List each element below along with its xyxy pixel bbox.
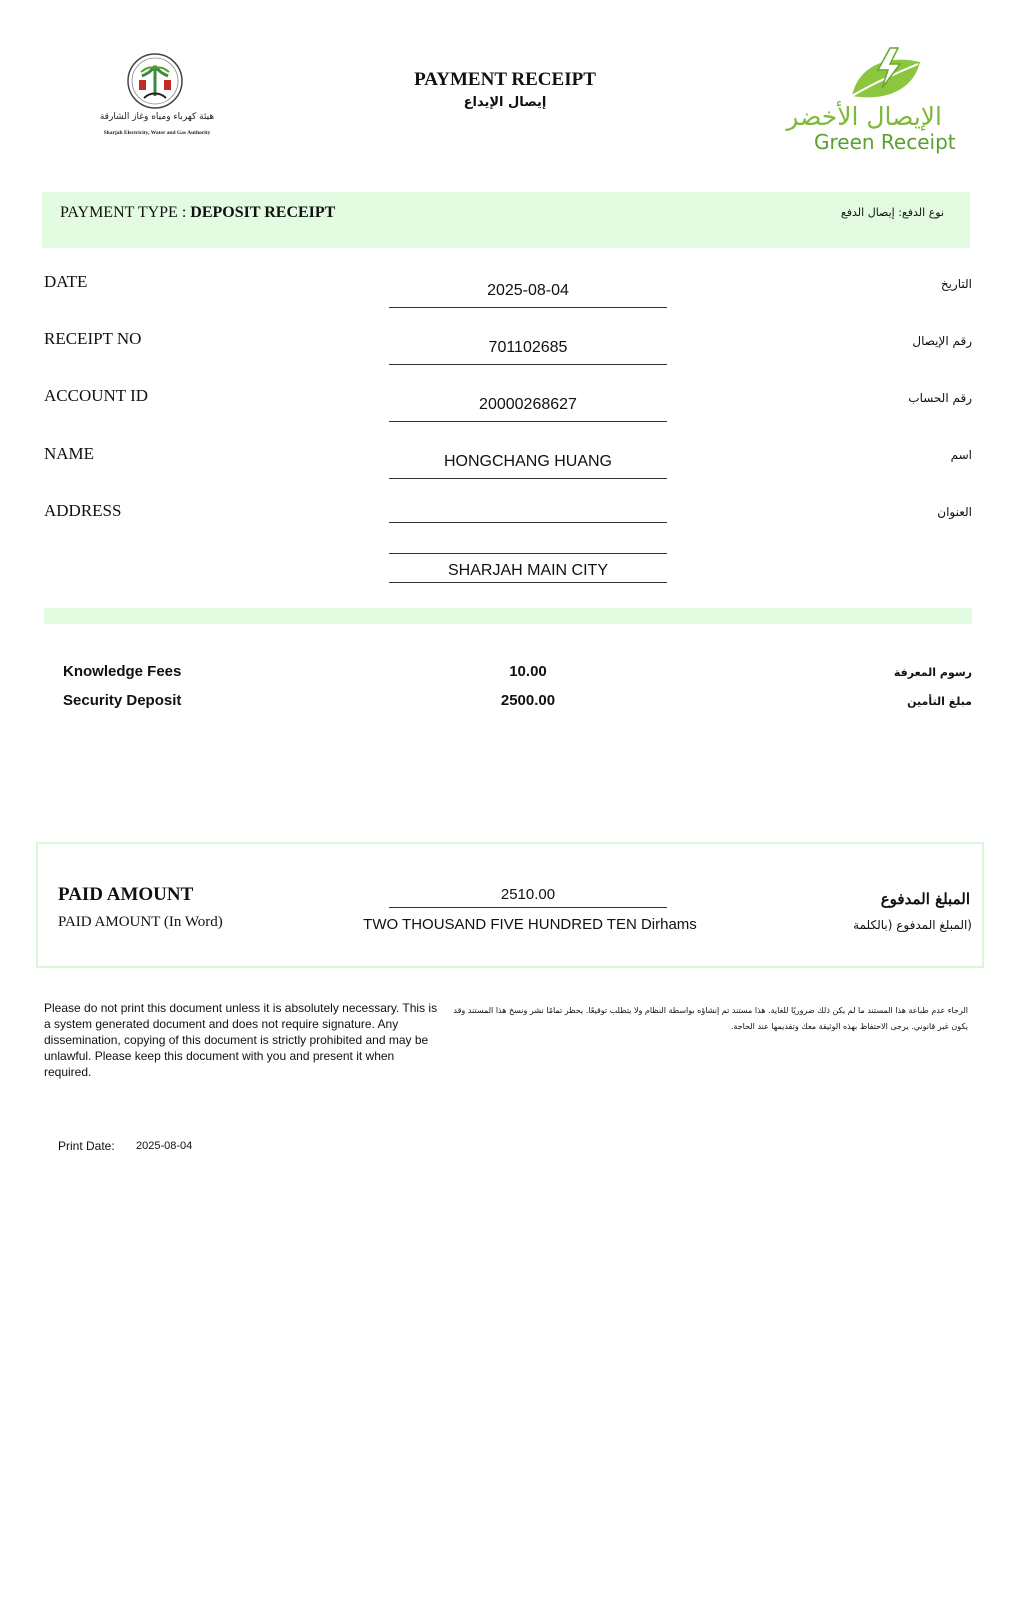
address-underline-1 [389, 522, 667, 523]
green-receipt-en: Green Receipt [814, 130, 956, 154]
payment-type-label: PAYMENT TYPE : [60, 204, 187, 221]
paid-amount-word-label: PAID AMOUNT (In Word) [58, 914, 223, 930]
date-value: 2025-08-04 [487, 282, 569, 299]
address-underline-3 [389, 582, 667, 583]
address-underline-2 [389, 553, 667, 554]
fee-amount-security: 2500.00 [500, 692, 556, 709]
paid-amount-word-label-ar: (المبلغ المدفوع (بالكلمة [853, 918, 972, 932]
receipt-no-label-ar: رقم الإيصال [912, 334, 972, 348]
fee-label-knowledge: Knowledge Fees [63, 663, 182, 680]
account-id-value: 20000268627 [479, 396, 577, 413]
disclaimer-en: Please do not print this document unless it is absolutely necessary. This is a system generated document and does not require signature. Any dissemination, copying of this document is strictly prohibited and may be unlawful. Please keep this document with you and present it when required. [44, 1001, 438, 1079]
date-label: DATE [44, 272, 88, 291]
name-value: HONGCHANG HUANG [443, 453, 612, 470]
payment-type-band [42, 192, 970, 248]
receipt-no-label: RECEIPT NO [44, 329, 142, 348]
account-id-label-ar: رقم الحساب [908, 391, 972, 405]
section-divider-band [44, 608, 972, 624]
account-id-label: ACCOUNT ID [44, 386, 149, 405]
date-label-ar: التاريخ [940, 277, 972, 291]
paid-amount-value: 2510.00 [500, 886, 556, 903]
print-date-label: Print Date: [58, 1139, 115, 1153]
disclaimer-ar: الرجاء عدم طباعة هذا المستند ما لم يكن ذلك ضروريًا للغاية. هذا مستند تم إنشاؤه بواسطة النظام ولا يتطلب توقيعًا. يحظر تمامًا نشر ونسخ هذا المستند وقد يكون غير قانوني. يرجى الاحتفاظ بهذه الوثيقة معك وتقديمها عند الحاجة. [453, 1006, 968, 1031]
fee-label-knowledge-ar: رسوم المعرفة [893, 666, 972, 679]
address-label-ar: العنوان [937, 505, 972, 519]
address-line3: SHARJAH MAIN CITY [447, 562, 608, 579]
receipt-no-value: 701102685 [488, 339, 568, 356]
sewa-emblem-icon [126, 52, 184, 110]
authority-name-ar: هيئة كهرباء ومياه وغاز الشارقة [99, 112, 215, 122]
name-label-ar: اسم [950, 448, 972, 462]
payment-type-value: DEPOSIT RECEIPT [190, 204, 336, 221]
name-underline [389, 478, 667, 479]
payment-type-ar: نوع الدفع: إيصال الدفع [840, 206, 944, 219]
paid-amount-underline [389, 907, 667, 908]
name-label: NAME [44, 444, 95, 463]
fee-label-security: Security Deposit [63, 692, 182, 709]
page-title: PAYMENT RECEIPT [414, 69, 596, 90]
green-receipt-logo [786, 44, 960, 159]
paid-amount-label: PAID AMOUNT [58, 884, 194, 905]
authority-name-en: Sharjah Electricity, Water and Gas Authority [103, 130, 211, 136]
account-id-underline [389, 421, 667, 422]
payment-type [60, 204, 335, 222]
fee-label-security-ar: مبلغ التأمين [907, 695, 972, 708]
sewa-logo [92, 52, 222, 144]
leaf-bolt-icon [848, 44, 928, 102]
receipt-no-underline [389, 364, 667, 365]
paid-amount-words: TWO THOUSAND FIVE HUNDRED TEN Dirhams [363, 916, 697, 933]
fee-amount-knowledge: 10.00 [509, 663, 547, 680]
green-receipt-ar: الإيصال الأخضر [786, 102, 942, 131]
page-title-ar: إيصال الإيداع [463, 95, 547, 110]
date-underline [389, 307, 667, 308]
address-label: ADDRESS [44, 501, 122, 520]
paid-amount-label-ar: المبلغ المدفوع [880, 890, 970, 908]
print-date-value: 2025-08-04 [136, 1140, 193, 1152]
